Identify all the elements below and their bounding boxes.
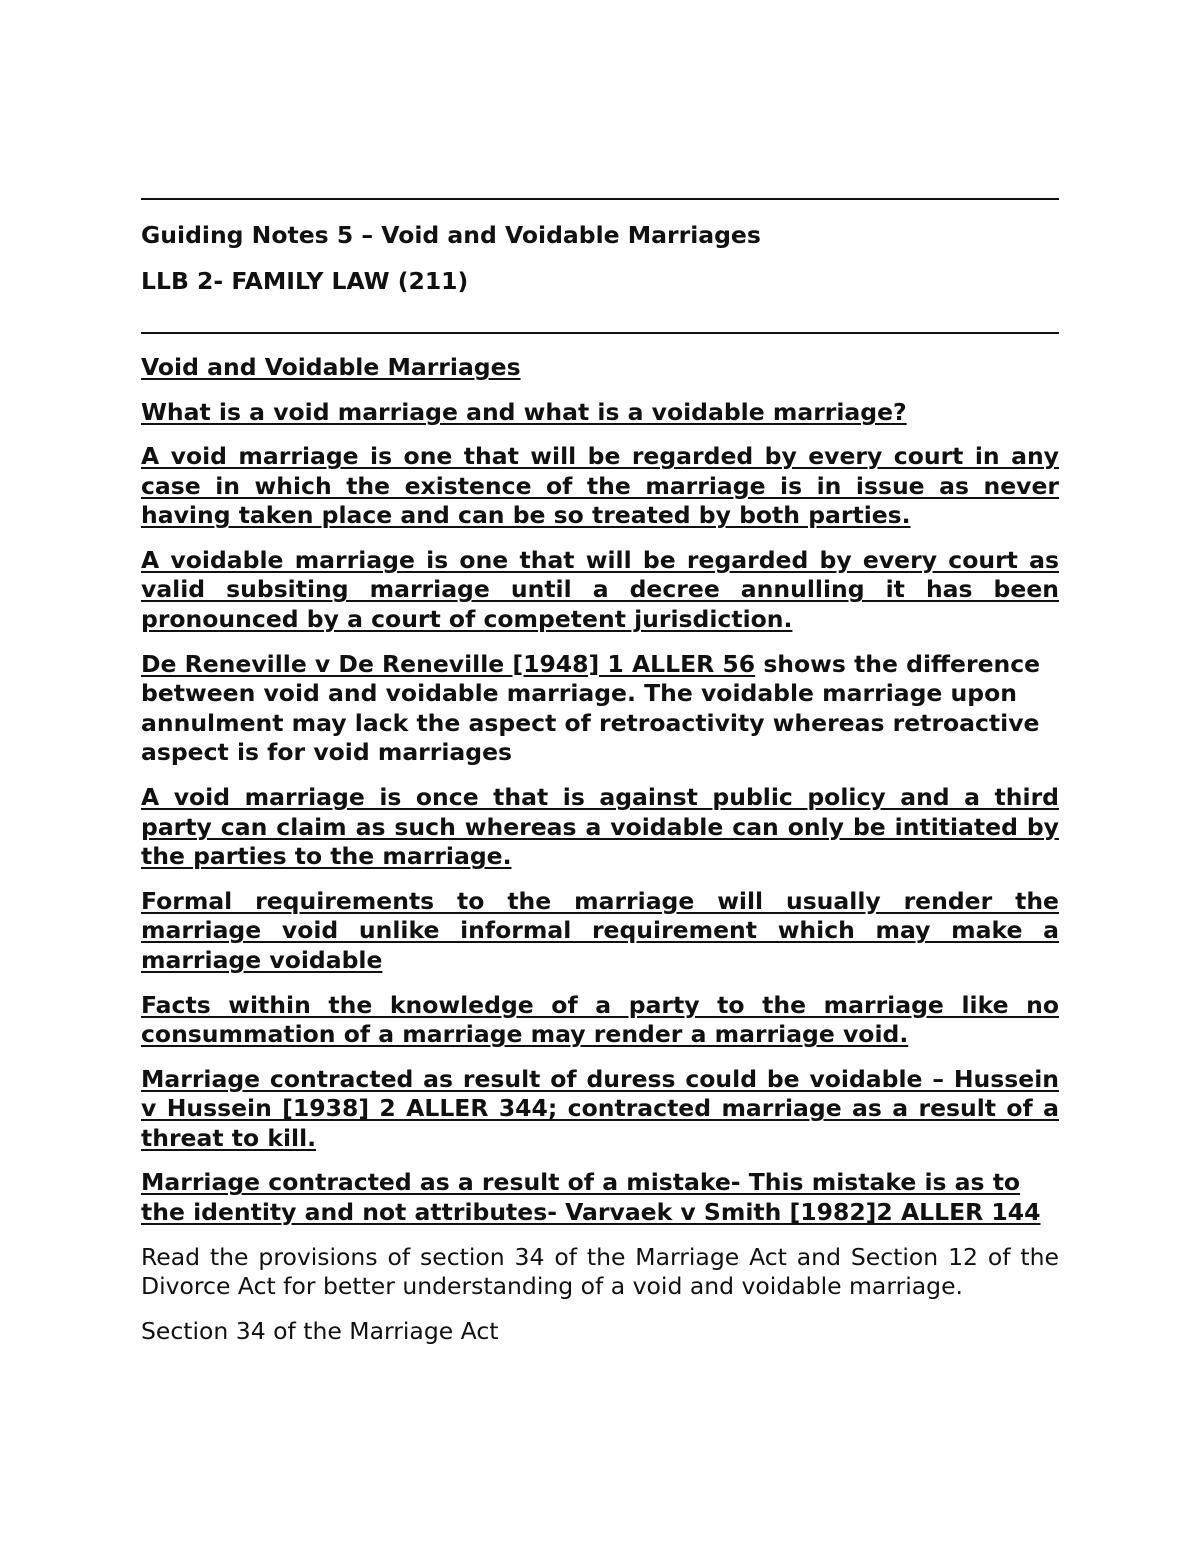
case-explanation: shows the difference between void and voidable marriage. The voidable marriage upon annulment may lack the aspect of retroactivity whereas retroactive aspect is for void marriages xyxy=(141,649,1041,767)
formal-requirements-paragraph: Formal requirements to the marriage will usually render the marriage void unlike informal requirement which may make a marriage voidable xyxy=(141,886,1059,974)
course-code: LLB 2- FAMILY LAW (211) xyxy=(141,267,469,295)
public-policy-paragraph: A void marriage is once that is against public policy and a third party can claim as such whereas a voidable can only be intitiated by the parties to the marriage. xyxy=(141,782,1059,871)
top-divider xyxy=(141,198,1059,200)
question-heading: What is a void marriage and what is a voidable marriage? xyxy=(141,398,907,426)
void-definition-paragraph: A void marriage is one that will be regarded by every court in any case in which the existence of the marriage is in issue as never having taken place and can be so treated by both parties. xyxy=(141,442,1059,530)
duress-paragraph: Marriage contracted as result of duress could be voidable – Hussein v Hussein [1938] 2 ALLER 344; contracted marriage as a result of a threat to kill. xyxy=(141,1064,1059,1152)
facts-knowledge-paragraph: Facts within the knowledge of a party to the marriage like no consummation of a marriage may render a marriage void. xyxy=(141,990,1059,1049)
document-page xyxy=(141,198,1059,1361)
section-heading: Void and Voidable Marriages xyxy=(141,353,521,381)
section-34-heading: Section 34 of the Marriage Act xyxy=(141,1316,499,1345)
read-provisions-paragraph: Read the provisions of section 34 of the Marriage Act and Section 12 of the Divorce Act for better understanding of a void and voidable marriage. xyxy=(141,1242,1059,1301)
de-reneville-paragraph xyxy=(141,650,1059,768)
voidable-definition-paragraph: A voidable marriage is one that will be regarded by every court as valid subsiting marriage until a decree annulling it has been pronounced by a court of competent jurisdiction. xyxy=(141,545,1059,633)
mistake-paragraph: Marriage contracted as a result of a mistake- This mistake is as to the identity and not attributes- Varvaek v Smith [1982]2 ALLER 144 xyxy=(141,1168,1041,1227)
document-title: Guiding Notes 5 – Void and Voidable Marriages xyxy=(141,221,761,249)
case-citation: De Reneville v De Reneville [1948] 1 ALLER 56 xyxy=(141,649,756,678)
header-divider xyxy=(141,332,1059,334)
